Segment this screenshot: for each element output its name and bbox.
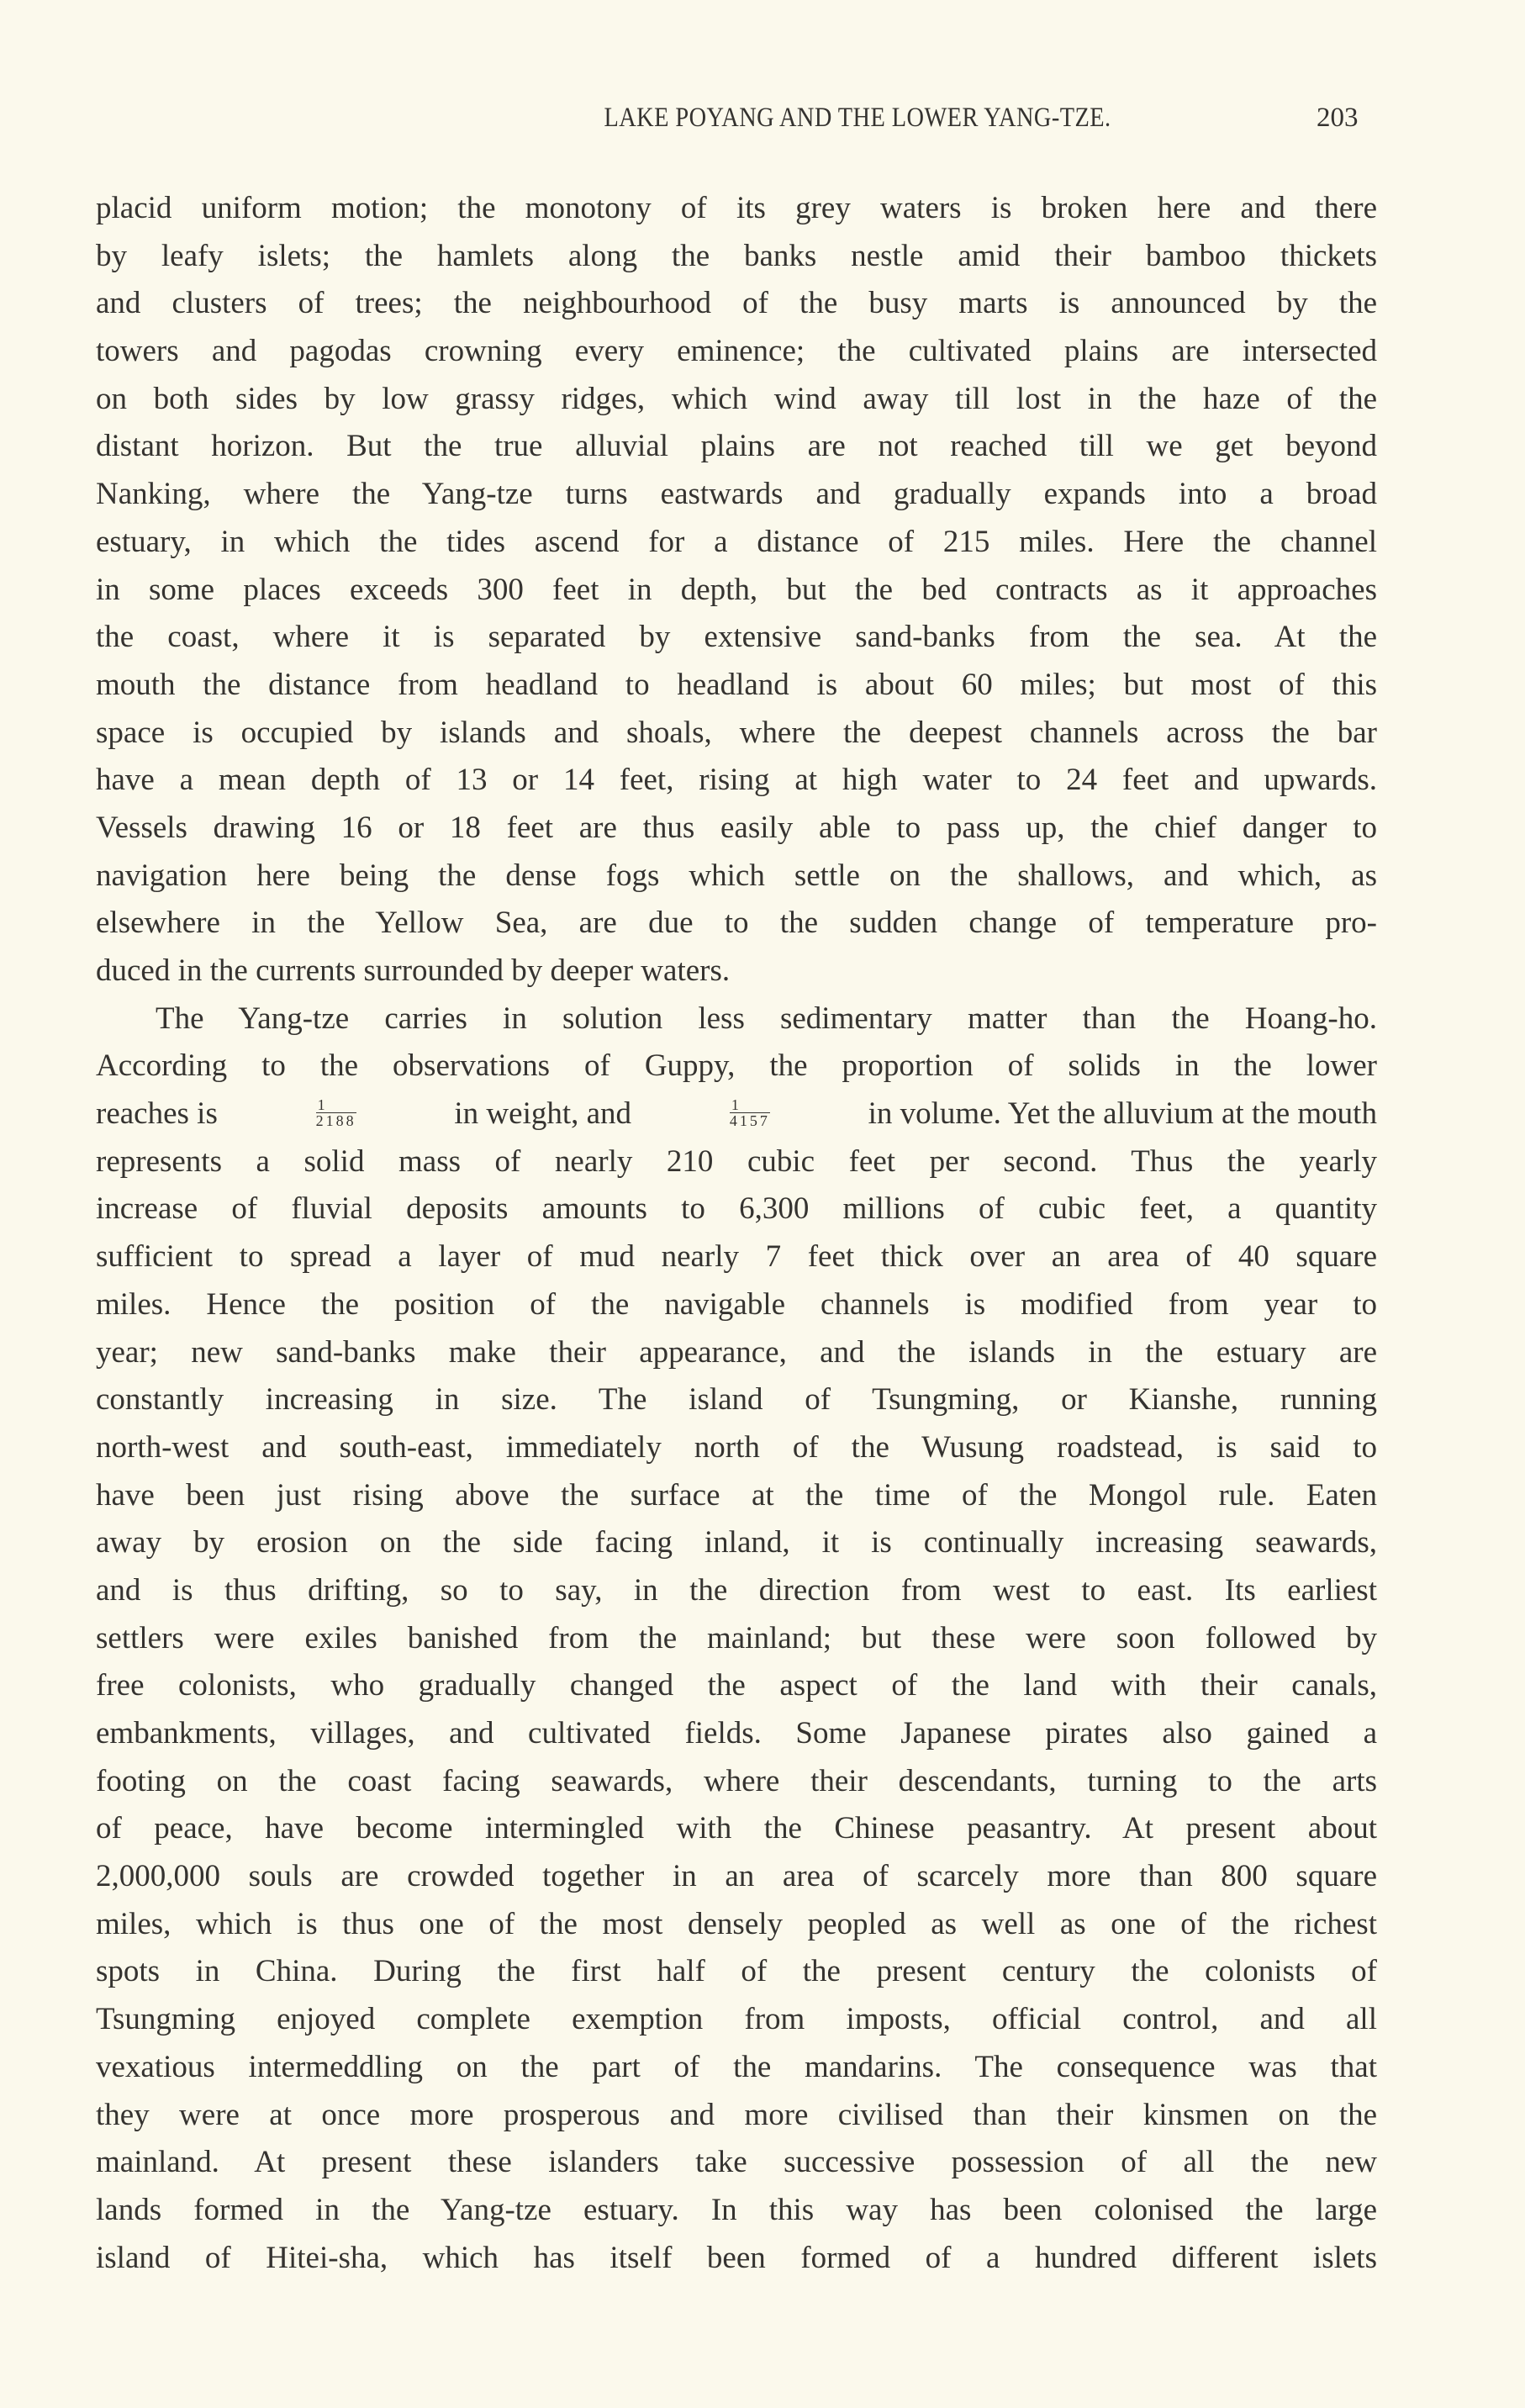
fraction-denominator: 4157 bbox=[729, 1112, 770, 1129]
text-line: space is occupied by islands and shoals, where the deepest channels across the bar bbox=[96, 715, 1377, 750]
text-line: duced in the currents surrounded by deeper waters. bbox=[96, 953, 731, 988]
text-line: 2,000,000 souls are crowded together in an area of scarcely more than 800 square bbox=[96, 1859, 1377, 1894]
text-line: constantly increasing in size. The island of Tsungming, or Kianshe, running bbox=[96, 1382, 1377, 1418]
text-segment: reaches is bbox=[96, 1096, 218, 1132]
fraction-volume bbox=[730, 1097, 770, 1128]
text-line: in some places exceeds 300 feet in depth, but the bed contracts as it approaches bbox=[96, 572, 1377, 607]
text-line: footing on the coast facing seawards, where their descendants, turning to the arts bbox=[96, 1763, 1377, 1798]
text-line: and is thus drifting, so to say, in the direction from west to east. Its earliest bbox=[96, 1572, 1377, 1608]
text-line: navigation here being the dense fogs which settle on the shallows, and which, as bbox=[96, 858, 1377, 893]
text-line: vexatious intermeddling on the part of the mandarins. The consequence was that bbox=[96, 2049, 1377, 2084]
text-line: distant horizon. But the true alluvial plains are not reached till we get beyond bbox=[96, 429, 1377, 464]
page-number: 203 bbox=[1317, 103, 1359, 133]
text-line: The Yang-tze carries in solution less sedimentary matter than the Hoang-ho. bbox=[156, 1001, 1377, 1036]
fraction-denominator: 2188 bbox=[315, 1112, 356, 1129]
text-line: Vessels drawing 16 or 18 feet are thus easily able to pass up, the chief danger to bbox=[96, 810, 1377, 845]
text-line: free colonists, who gradually changed the aspect of the land with their canals, bbox=[96, 1668, 1377, 1703]
text-line: settlers were exiles banished from the mainland; but these were soon followed by bbox=[96, 1620, 1377, 1656]
text-line: by leafy islets; the hamlets along the banks nestle amid their bamboo thickets bbox=[96, 238, 1377, 273]
text-line: and clusters of trees; the neighbourhood of the busy marts is announced by the bbox=[96, 286, 1377, 321]
text-line: miles. Hence the position of the navigable channels is modified from year to bbox=[96, 1286, 1377, 1322]
text-segment: in volume. Yet the alluvium at the mouth bbox=[868, 1096, 1377, 1132]
text-line: embankments, villages, and cultivated fields. Some Japanese pirates also gained a bbox=[96, 1716, 1377, 1751]
text-line bbox=[96, 1090, 1377, 1138]
text-line: represents a solid mass of nearly 210 cubic feet per second. Thus the yearly bbox=[96, 1143, 1377, 1179]
text-line: mouth the distance from headland to headland is about 60 miles; but most of this bbox=[96, 667, 1377, 702]
text-line: of peace, have become intermingled with the Chinese peasantry. At present about bbox=[96, 1811, 1377, 1846]
text-line: have a mean depth of 13 or 14 feet, rising at high water to 24 feet and upwards. bbox=[96, 763, 1377, 798]
text-line: they were at once more prosperous and more civilised than their kinsmen on the bbox=[96, 2097, 1377, 2132]
text-line: miles, which is thus one of the most densely peopled as well as one of the richest bbox=[96, 1906, 1377, 1941]
fraction-numerator: 1 bbox=[316, 1097, 356, 1113]
text-line: spots in China. During the first half of the present century the colonists of bbox=[96, 1954, 1377, 1989]
text-line: sufficient to spread a layer of mud nearly 7 feet thick over an area of 40 square bbox=[96, 1239, 1377, 1275]
fraction-numerator: 1 bbox=[730, 1097, 770, 1113]
text-line: away by erosion on the side facing inland, it is continually increasing seawards, bbox=[96, 1525, 1377, 1560]
running-header-title: LAKE POYANG AND THE LOWER YANG-TZE. bbox=[604, 103, 1111, 133]
text-line: placid uniform motion; the monotony of its grey waters is broken here and there bbox=[96, 191, 1377, 225]
text-line: According to the observations of Guppy, the proportion of solids in the lower bbox=[96, 1048, 1377, 1084]
text-line: island of Hitei-sha, which has itself been formed of a hundred different islets bbox=[96, 2240, 1377, 2275]
text-line: mainland. At present these islanders take successive possession of all the new bbox=[96, 2145, 1377, 2180]
text-line: elsewhere in the Yellow Sea, are due to the sudden change of temperature pro- bbox=[96, 906, 1377, 941]
text-line: year; new sand-banks make their appearance, and the islands in the estuary are bbox=[96, 1334, 1377, 1370]
text-line: towers and pagodas crowning every eminence; the cultivated plains are intersected bbox=[96, 334, 1377, 369]
text-line: north-west and south-east, immediately north of the Wusung roadstead, is said to bbox=[96, 1429, 1377, 1465]
fraction-weight bbox=[316, 1097, 356, 1128]
text-line: lands formed in the Yang-tze estuary. In this way has been colonised the large bbox=[96, 2192, 1377, 2227]
text-segment: in weight, and bbox=[454, 1096, 632, 1132]
text-line: have been just rising above the surface at the time of the Mongol rule. Eaten bbox=[96, 1477, 1377, 1513]
text-line: Nanking, where the Yang-tze turns eastwards and gradually expands into a broad bbox=[96, 477, 1377, 512]
text-line: Tsungming enjoyed complete exemption from imposts, official control, and all bbox=[96, 2002, 1377, 2037]
text-line: the coast, where it is separated by extensive sand-banks from the sea. At the bbox=[96, 620, 1377, 655]
body-text bbox=[96, 185, 1377, 2282]
text-line: on both sides by low grassy ridges, which wind away till lost in the haze of the bbox=[96, 381, 1377, 416]
text-line: estuary, in which the tides ascend for a distance of 215 miles. Here the channel bbox=[96, 524, 1377, 559]
text-line: increase of fluvial deposits amounts to 6,300 millions of cubic feet, a quantity bbox=[96, 1191, 1377, 1227]
